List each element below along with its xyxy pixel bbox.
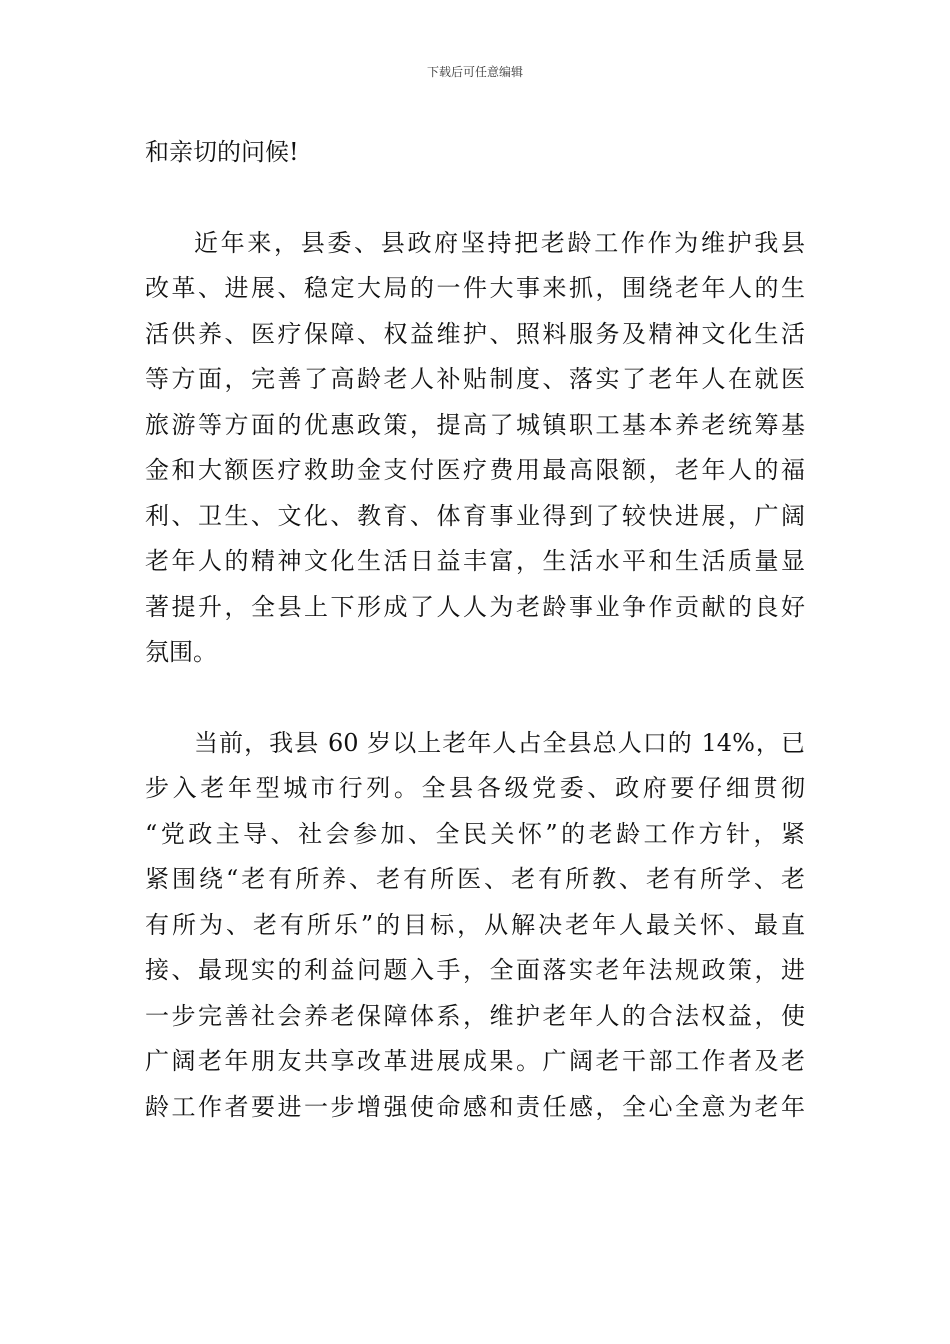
text-line: 利、卫生、文化、教育、体育事业得到了较快进展，广阔 — [145, 501, 805, 530]
page-header-note: 下载后可任意编辑 — [426, 65, 523, 79]
document-body — [145, 130, 805, 1130]
text-line: 龄工作者要进一步增强使命感和责任感，全心全意为老年 — [145, 1092, 805, 1121]
text-line: 步入老年型城市行列。全县各级党委、政府要仔细贯彻 — [145, 774, 805, 802]
text-line: 活供养、医疗保障、权益维护、照料服务及精神文化生活 — [145, 319, 805, 348]
text-line: 金和大额医疗救助金支付医疗费用最高限额，老年人的福 — [145, 456, 805, 484]
text-line: 老年人的精神文化生活日益丰富，生活水平和生活质量显 — [145, 547, 805, 575]
text-line: 有所为、老有所乐”的目标，从解决老年人最关怀、最直 — [145, 910, 805, 939]
text-line: 等方面，完善了高龄老人补贴制度、落实了老年人在就医 — [145, 365, 805, 393]
paragraph-spacer — [145, 176, 805, 221]
text-line: 一步完善社会养老保障体系，维护老年人的合法权益，使 — [145, 1001, 805, 1030]
paragraph-greeting — [145, 130, 805, 176]
text-line: 当前，我县 60 岁以上老年人占全县总人口的 14%，已 — [194, 728, 805, 757]
text-line: 和亲切的问候! — [145, 138, 299, 166]
text-line: 广阔老年朋友共享改革进展成果。广阔老干部工作者及老 — [145, 1047, 805, 1075]
text-line: “党政主导、社会参加、全民关怀”的老龄工作方针，紧 — [145, 819, 805, 848]
paragraph-current-situation — [145, 721, 805, 1131]
text-line: 旅游等方面的优惠政策，提高了城镇职工基本养老统筹基 — [145, 410, 805, 439]
paragraph-spacer — [145, 676, 805, 721]
text-line: 氛围。 — [145, 638, 217, 666]
text-line: 近年来，县委、县政府坚持把老龄工作作为维护我县 — [194, 228, 805, 257]
text-line: 接、最现实的利益问题入手，全面落实老年法规政策，进 — [145, 956, 805, 984]
paragraph-achievements — [145, 221, 805, 676]
text-line: 紧围绕“老有所养、老有所医、老有所教、老有所学、老 — [145, 865, 805, 893]
text-line: 著提升，全县上下形成了人人为老龄事业争作贡献的良好 — [145, 592, 805, 621]
text-line: 改革、进展、稳定大局的一件大事来抓，围绕老年人的生 — [145, 274, 805, 302]
